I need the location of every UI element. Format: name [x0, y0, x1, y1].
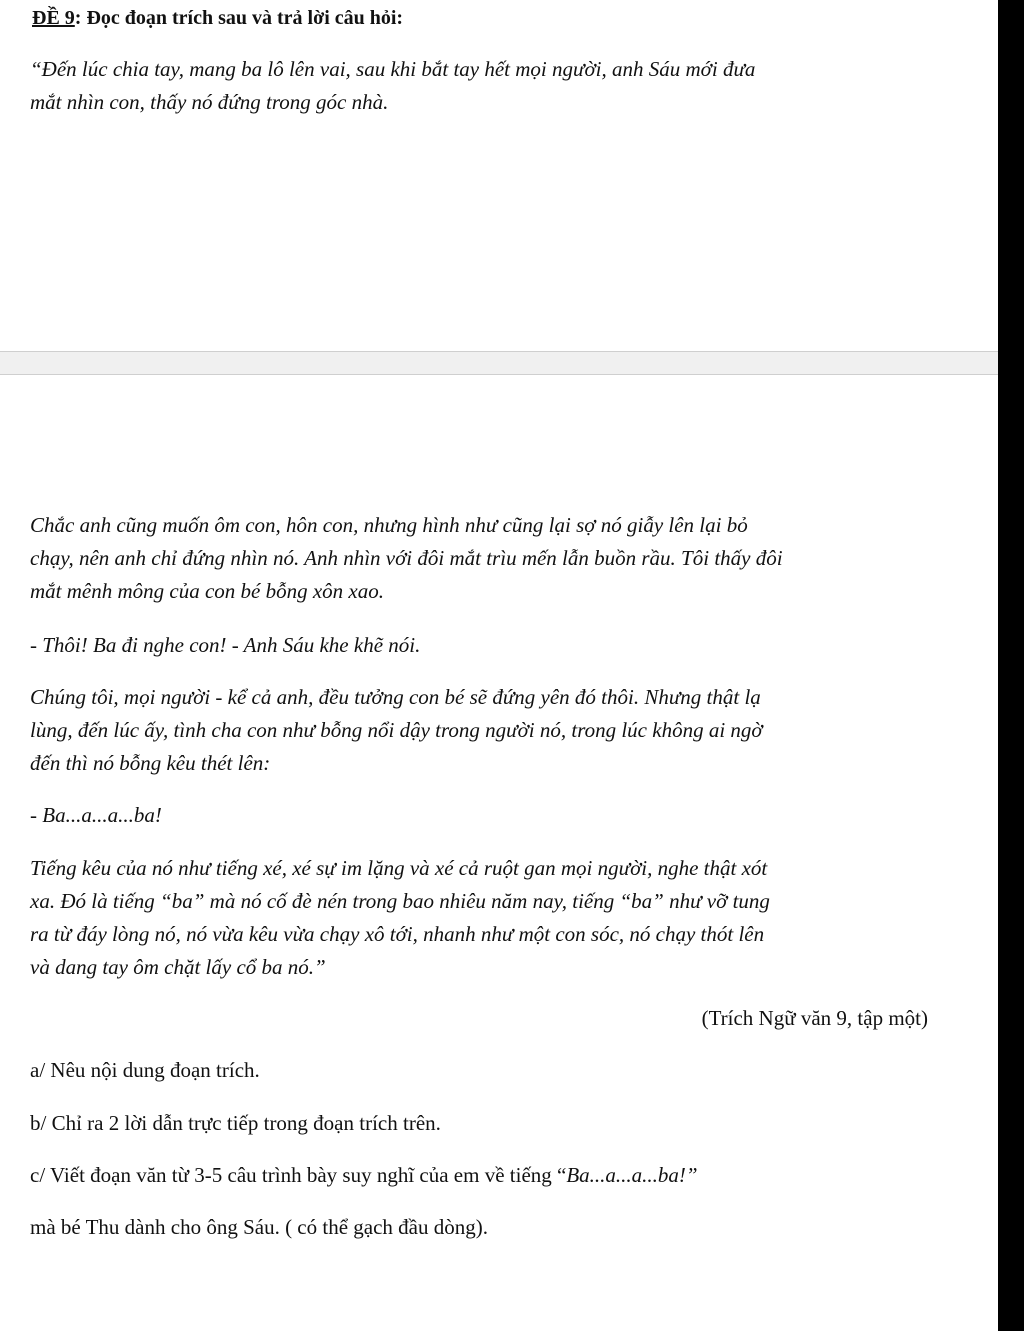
question-c-quote: Ba...a...a...ba!” — [566, 1163, 698, 1187]
passage-line: Chúng tôi, mọi người - kể cả anh, đều tưởng con bé sẽ đứng yên đó thôi. Nhưng thật lạ — [30, 685, 761, 709]
question-c-continued: mà bé Thu dành cho ông Sáu. ( có thể gạch đầu dòng). — [30, 1215, 488, 1239]
passage-line: ra từ đáy lòng nó, nó vừa kêu vừa chạy xô tới, nhanh như một con sóc, nó chạy thót lên — [30, 922, 765, 946]
page-break — [0, 351, 998, 375]
passage-dialogue: - Ba...a...a...ba! — [30, 803, 162, 827]
passage-line: Chắc anh cũng muốn ôm con, hôn con, nhưng hình như cũng lại sợ nó giẫy lên lại bỏ — [30, 513, 748, 537]
passage-line: lùng, đến lúc ấy, tình cha con như bỗng nổi dậy trong người nó, trong lúc không ai ngờ — [30, 718, 763, 742]
passage-line: và dang tay ôm chặt lấy cổ ba nó.” — [30, 955, 326, 979]
source-citation: (Trích Ngữ văn 9, tập một) — [701, 1006, 928, 1030]
exercise-number: ĐỀ 9 — [32, 7, 75, 29]
passage-intro-line: “Đến lúc chia tay, mang ba lô lên vai, sau khi bắt tay hết mọi người, anh Sáu mới đưa — [30, 57, 756, 81]
document-page-1 — [0, 0, 998, 351]
passage-line: Tiếng kêu của nó như tiếng xé, xé sự im lặng và xé cả ruột gan mọi người, nghe thật xót — [30, 856, 768, 880]
passage-line: mắt mênh mông của con bé bỗng xôn xao. — [30, 579, 385, 603]
document-page-2 — [0, 375, 998, 1331]
question-b: b/ Chỉ ra 2 lời dẫn trực tiếp trong đoạn trích trên. — [30, 1111, 441, 1135]
passage-line: xa. Đó là tiếng “ba” mà nó cố đè nén trong bao nhiêu năm nay, tiếng “ba” như vỡ tung — [30, 889, 770, 913]
passage-line: chạy, nên anh chỉ đứng nhìn nó. Anh nhìn với đôi mắt trìu mến lẫn buồn rầu. Tôi thấy đôi — [30, 546, 783, 570]
question-c-text: c/ Viết đoạn văn từ 3-5 câu trình bày suy nghĩ của em về tiếng “ — [30, 1163, 567, 1187]
passage-intro-line: mắt nhìn con, thấy nó đứng trong góc nhà. — [30, 90, 389, 114]
exercise-heading — [32, 2, 403, 35]
question-a: a/ Nêu nội dung đoạn trích. — [30, 1058, 260, 1082]
passage-line: đến thì nó bỗng kêu thét lên: — [30, 751, 271, 775]
question-c — [30, 1159, 698, 1192]
exercise-instruction: : Đọc đoạn trích sau và trả lời câu hỏi: — [74, 7, 404, 29]
passage-dialogue: - Thôi! Ba đi nghe con! - Anh Sáu khe khẽ nói. — [30, 633, 421, 657]
